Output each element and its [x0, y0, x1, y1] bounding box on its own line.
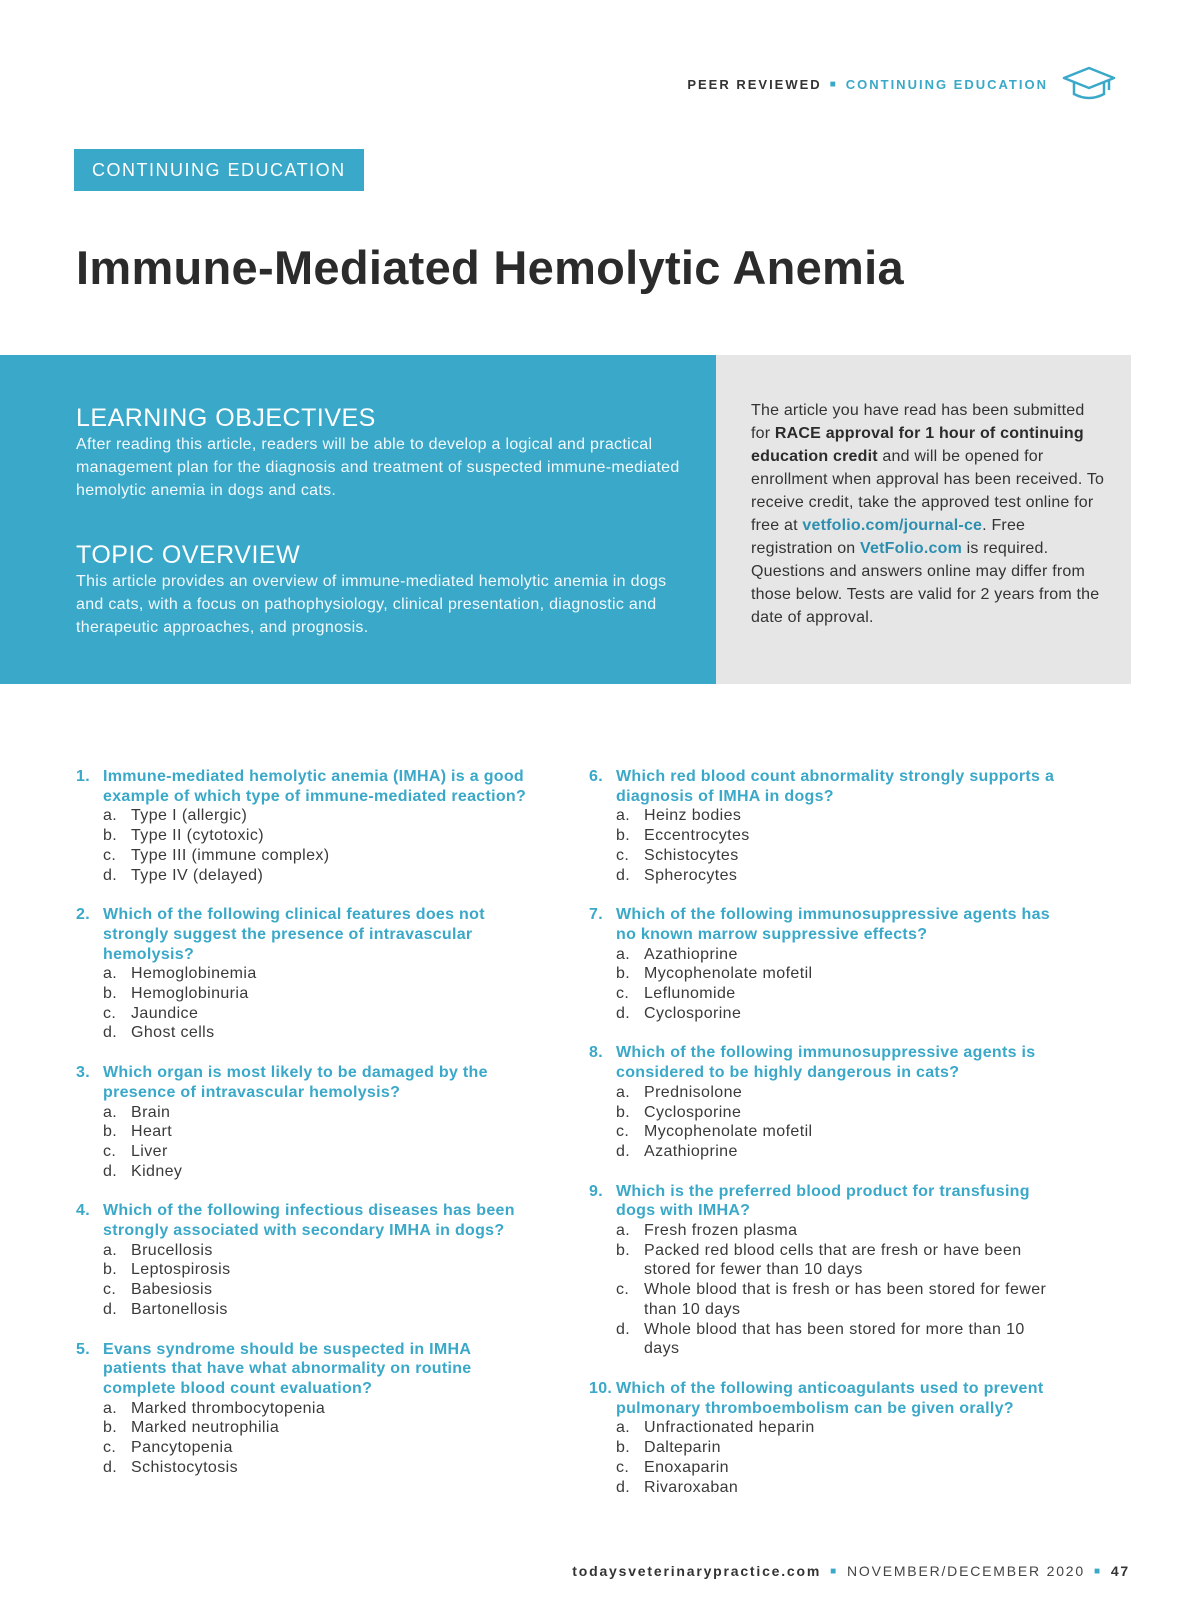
question-number: 4. — [76, 1202, 90, 1220]
race-note-text: is required. Questions and answers online may differ from those below. Tests are valid for 2 years from the date of approval. — [751, 540, 1100, 626]
objectives-panel — [0, 355, 716, 684]
option-letter: d. — [616, 866, 631, 884]
option-letter: a. — [103, 1241, 118, 1259]
option-text: Azathioprine — [644, 945, 738, 963]
footer-issue: NOVEMBER/DECEMBER 2020 — [846, 1563, 1085, 1579]
question-stem — [76, 1340, 536, 1399]
answer-option — [589, 1122, 1059, 1142]
questions-left-column — [76, 767, 536, 1498]
question-stem — [76, 1201, 536, 1240]
option-letter: d. — [103, 1024, 118, 1042]
answer-option — [76, 1122, 536, 1142]
option-letter: a. — [103, 1103, 118, 1121]
answer-option — [76, 1399, 536, 1419]
answer-option — [589, 1478, 1059, 1498]
option-text: Marked neutrophilia — [131, 1419, 280, 1437]
answer-option — [76, 1103, 536, 1123]
option-text: Leflunomide — [644, 985, 736, 1003]
quiz-question — [589, 1182, 1059, 1359]
option-text: Eccentrocytes — [644, 827, 750, 845]
continuing-education-badge: CONTINUING EDUCATION — [74, 149, 364, 191]
article-title: Immune-Mediated Hemolytic Anemia — [76, 241, 904, 294]
answer-option — [589, 1241, 1059, 1280]
option-text: Mycophenolate mofetil — [644, 1123, 813, 1141]
answer-option — [589, 1142, 1059, 1162]
option-text: Kidney — [131, 1162, 183, 1180]
option-letter: a. — [103, 807, 118, 825]
option-text: Liver — [131, 1142, 168, 1160]
learning-objectives-heading: LEARNING OBJECTIVES — [76, 404, 376, 432]
answer-option — [589, 866, 1059, 886]
race-note-text: and will be opened for enrollment when approval has been received. To receive credit, take the approved test online for free at — [751, 448, 1105, 534]
quiz-question — [76, 905, 536, 1043]
running-header — [687, 66, 1116, 102]
question-stem — [76, 1063, 536, 1102]
option-letter: b. — [103, 1123, 118, 1141]
option-letter: d. — [103, 1300, 118, 1318]
question-number: 1. — [76, 768, 90, 785]
graduation-cap-icon — [1062, 66, 1116, 102]
learning-objectives-text: After reading this article, readers will be able to develop a logical and practical management plan for the diagnosis and treatment of suspected immune-mediated hemolytic anemia in dogs and cats. — [76, 436, 680, 499]
answer-option — [589, 826, 1059, 846]
race-note-text: The article you have read has been submitted for — [751, 402, 1085, 442]
quiz-question — [589, 767, 1059, 885]
option-text: Brain — [131, 1103, 171, 1121]
answer-option — [76, 984, 536, 1004]
question-stem — [76, 767, 536, 806]
answer-option — [589, 1221, 1059, 1241]
question-text: Which of the following immunosuppressive agents has no known marrow suppressive effects? — [616, 906, 1051, 943]
option-letter: d. — [103, 1458, 118, 1476]
option-letter: b. — [103, 827, 118, 845]
answer-option — [76, 1004, 536, 1024]
question-number: 5. — [76, 1340, 90, 1358]
option-text: Cyclosporine — [644, 1004, 742, 1022]
question-text: Which of the following anticoagulants used to prevent pulmonary thromboembolism can be given orally? — [616, 1379, 1044, 1417]
option-letter: d. — [103, 1162, 118, 1180]
answer-option — [76, 1162, 536, 1182]
question-text: Which of the following immunosuppressive agents is considered to be highly dangerous in cats? — [616, 1044, 1036, 1082]
vetfolio-link[interactable]: VetFolio.com — [860, 540, 963, 557]
question-text: Which organ is most likely to be damaged by the presence of intravascular hemolysis? — [103, 1064, 488, 1101]
option-letter: d. — [616, 1142, 631, 1160]
question-text: Which is the preferred blood product for transfusing dogs with IMHA? — [616, 1182, 1030, 1220]
answer-option — [589, 1083, 1059, 1103]
answer-option — [76, 1300, 536, 1320]
option-letter: d. — [616, 1320, 631, 1338]
quiz-question — [76, 1063, 536, 1181]
option-letter: d. — [616, 1004, 631, 1022]
option-text: Cyclosporine — [644, 1103, 742, 1121]
option-text: Heart — [131, 1123, 173, 1141]
option-text: Type I (allergic) — [131, 807, 248, 825]
quiz-question — [76, 767, 536, 885]
option-text: Mycophenolate mofetil — [644, 965, 813, 983]
answer-option — [589, 806, 1059, 826]
answer-option — [589, 1103, 1059, 1123]
option-letter: a. — [616, 1222, 631, 1240]
option-letter: a. — [103, 1399, 118, 1417]
option-text: Marked thrombocytopenia — [131, 1399, 326, 1417]
answer-option — [76, 1023, 536, 1043]
option-text: Heinz bodies — [644, 807, 742, 825]
option-letter: a. — [616, 1083, 631, 1101]
topic-overview-text: This article provides an overview of immune-mediated hemolytic anemia in dogs and cats, with a focus on pathophysiology, clinical presentation, diagnostic and therapeutic approaches, and prognosis. — [76, 573, 667, 636]
question-text: Immune-mediated hemolytic anemia (IMHA) is a good example of which type of immune-mediated reaction? — [103, 768, 527, 805]
question-stem — [589, 1043, 1059, 1082]
option-text: Spherocytes — [644, 866, 738, 884]
answer-option — [589, 945, 1059, 965]
answer-option — [589, 1418, 1059, 1438]
question-number: 10. — [589, 1379, 613, 1397]
option-text: Rivaroxaban — [644, 1478, 739, 1496]
question-stem — [589, 1182, 1059, 1221]
answer-option — [589, 984, 1059, 1004]
option-letter: c. — [616, 1458, 630, 1476]
answer-option — [76, 1438, 536, 1458]
option-text: Hemoglobinemia — [131, 965, 257, 983]
quiz-question — [76, 1201, 536, 1319]
option-letter: a. — [103, 965, 118, 983]
option-text: Dalteparin — [644, 1439, 721, 1457]
question-stem — [589, 767, 1059, 806]
option-letter: c. — [103, 1142, 117, 1160]
page-number: 47 — [1110, 1563, 1130, 1579]
answer-option — [76, 1241, 536, 1261]
question-number: 3. — [76, 1064, 90, 1082]
option-letter: c. — [103, 1281, 117, 1299]
option-text: Bartonellosis — [131, 1300, 228, 1318]
option-text: Schistocytosis — [131, 1458, 238, 1476]
answer-option — [589, 846, 1059, 866]
option-text: Whole blood that has been stored for more than 10 days — [644, 1320, 1025, 1358]
header-separator: ■ — [829, 78, 838, 90]
question-stem — [589, 1379, 1059, 1418]
option-text: Schistocytes — [644, 846, 739, 864]
option-letter: c. — [103, 846, 117, 864]
option-text: Hemoglobinuria — [131, 985, 249, 1003]
option-text: Packed red blood cells that are fresh or have been stored for fewer than 10 days — [644, 1241, 1022, 1279]
option-text: Type III (immune complex) — [131, 846, 330, 864]
question-text: Which red blood count abnormality strongly supports a diagnosis of IMHA in dogs? — [616, 768, 1055, 805]
option-letter: b. — [616, 1439, 631, 1457]
race-approval-note — [716, 355, 1131, 684]
question-stem — [76, 905, 536, 964]
question-number: 9. — [589, 1182, 603, 1200]
option-letter: c. — [616, 1123, 630, 1141]
question-number: 7. — [589, 906, 603, 924]
option-letter: b. — [616, 1103, 631, 1121]
option-text: Ghost cells — [131, 1024, 215, 1042]
option-text: Type II (cytotoxic) — [131, 827, 264, 845]
answer-option — [76, 1458, 536, 1478]
option-text: Brucellosis — [131, 1241, 213, 1259]
footer-site: todaysveterinarypractice.com — [572, 1563, 822, 1579]
option-text: Enoxaparin — [644, 1458, 729, 1476]
option-text: Leptospirosis — [131, 1261, 231, 1279]
peer-reviewed-label: PEER REVIEWED — [687, 76, 822, 92]
option-text: Prednisolone — [644, 1083, 743, 1101]
option-letter: a. — [616, 807, 631, 825]
option-text: Type IV (delayed) — [131, 866, 264, 884]
option-text: Azathioprine — [644, 1142, 738, 1160]
answer-option — [76, 1280, 536, 1300]
option-letter: b. — [616, 965, 631, 983]
option-text: Pancytopenia — [131, 1439, 233, 1457]
vetfolio-journal-ce-link[interactable]: vetfolio.com/journal-ce — [802, 517, 983, 534]
answer-option — [589, 1438, 1059, 1458]
question-number: 6. — [589, 768, 603, 785]
answer-option — [589, 1320, 1059, 1359]
answer-option — [76, 1260, 536, 1280]
answer-option — [76, 1418, 536, 1438]
answer-option — [589, 1004, 1059, 1024]
footer-separator: ■ — [830, 1565, 838, 1577]
quiz-question — [589, 1043, 1059, 1161]
question-text: Which of the following infectious diseases has been strongly associated with secondary IMHA in dogs? — [103, 1202, 515, 1240]
option-letter: d. — [103, 866, 118, 884]
option-text: Unfractionated heparin — [644, 1419, 815, 1437]
race-note-bold: RACE approval for 1 hour of continuing education credit — [751, 425, 1084, 465]
option-letter: b. — [103, 985, 118, 1003]
question-text: Which of the following clinical features does not strongly suggest the presence of intravascular hemolysis? — [103, 906, 485, 963]
answer-option — [589, 1458, 1059, 1478]
answer-option — [76, 826, 536, 846]
footer-separator: ■ — [1093, 1565, 1102, 1577]
continuing-education-label: CONTINUING EDUCATION — [845, 76, 1048, 92]
option-letter: b. — [616, 1241, 631, 1259]
answer-option — [76, 1142, 536, 1162]
option-letter: b. — [103, 1419, 118, 1437]
page-footer — [572, 1563, 1130, 1579]
option-letter: b. — [103, 1261, 118, 1279]
objectives-band — [0, 355, 1131, 684]
option-letter: c. — [616, 1281, 630, 1299]
option-letter: c. — [103, 1439, 117, 1457]
race-note-text: . Free registration on — [751, 517, 1026, 557]
question-number: 8. — [589, 1044, 603, 1062]
option-letter: b. — [616, 827, 631, 845]
option-text: Whole blood that is fresh or has been stored for fewer than 10 days — [644, 1281, 1047, 1318]
questions-right-column — [589, 767, 1059, 1517]
question-text: Evans syndrome should be suspected in IMHA patients that have what abnormality on routine complete blood count evaluation? — [103, 1340, 472, 1397]
topic-overview-heading: TOPIC OVERVIEW — [76, 541, 301, 569]
answer-option — [76, 846, 536, 866]
answer-option — [589, 964, 1059, 984]
option-text: Fresh frozen plasma — [644, 1222, 798, 1240]
question-stem — [589, 905, 1059, 944]
answer-option — [76, 806, 536, 826]
question-number: 2. — [76, 906, 90, 924]
quiz-question — [76, 1340, 536, 1478]
option-letter: c. — [103, 1004, 117, 1022]
option-letter: a. — [616, 1419, 631, 1437]
option-letter: a. — [616, 945, 631, 963]
option-letter: c. — [616, 985, 630, 1003]
answer-option — [76, 866, 536, 886]
answer-option — [76, 964, 536, 984]
quiz-question — [589, 905, 1059, 1023]
quiz-question — [589, 1379, 1059, 1497]
option-text: Jaundice — [131, 1004, 199, 1022]
option-text: Babesiosis — [131, 1281, 213, 1299]
option-letter: c. — [616, 846, 630, 864]
option-letter: d. — [616, 1478, 631, 1496]
answer-option — [589, 1280, 1059, 1319]
